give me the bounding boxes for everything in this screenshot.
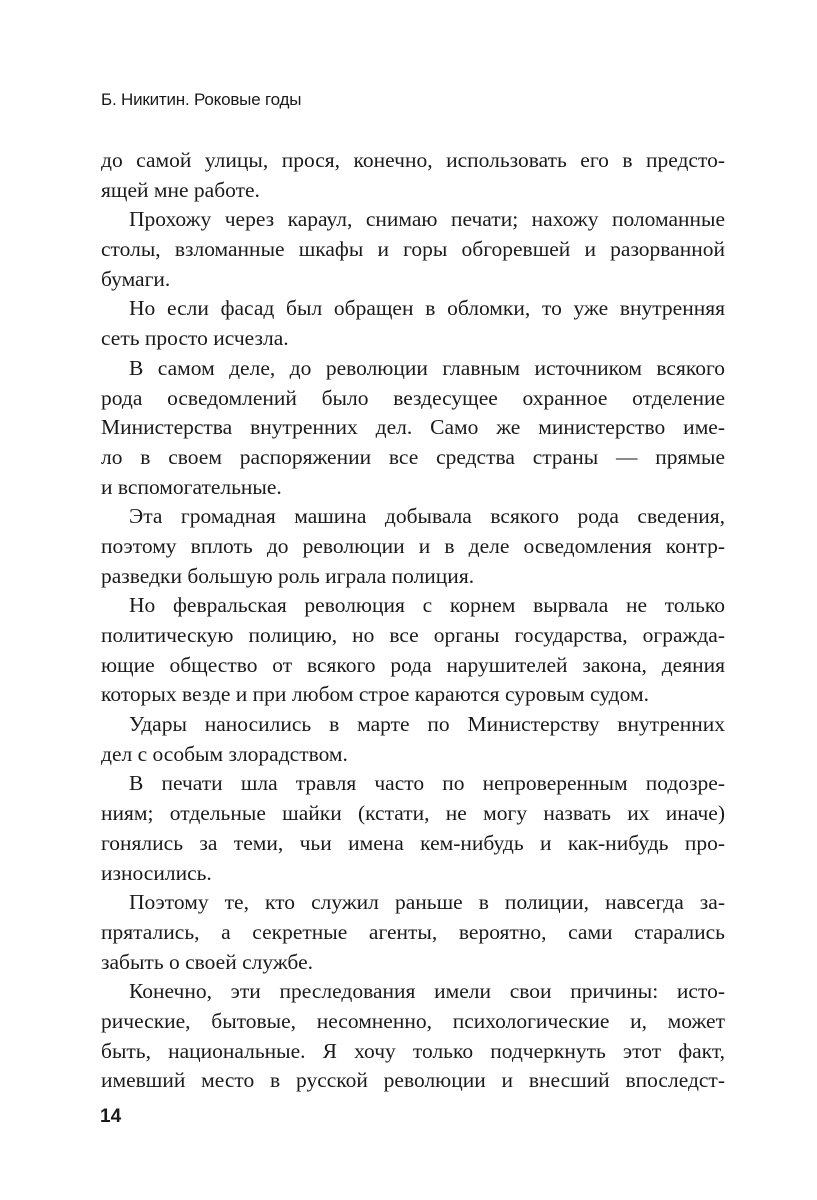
text-line: разведки большую роль играла полиция. <box>101 563 475 588</box>
text-line: Прохожу через караул, снимаю печати; нахожу поломанные <box>129 207 725 232</box>
text-line: прятались, а секретные агенты, вероятно, сами старались <box>101 919 725 944</box>
text-body <box>101 146 725 1096</box>
text-line: Удары наносились в марте по Министерству внутренних <box>129 712 725 737</box>
text-line: В печати шла травля часто по непроверенным подозре- <box>129 771 725 796</box>
paragraph <box>101 354 725 502</box>
text-line: которых везде и при любом строе караются суровым судом. <box>101 682 649 707</box>
text-line: ниям; отдельные шайки (кстати, не могу назвать их иначе) <box>101 801 725 826</box>
text-line: и вспомогательные. <box>101 474 282 499</box>
text-line: Но февральская революция с корнем вырвала не только <box>129 593 725 618</box>
text-line: ющие общество от всякого рода нарушителей закона, деяния <box>101 652 725 677</box>
text-line: столы, взломанные шкафы и горы обгоревшей и разорванной <box>101 237 725 262</box>
text-line: износились. <box>101 860 212 885</box>
text-line: имевший место в русской революции и внесший впоследст- <box>101 1068 725 1093</box>
paragraph <box>101 502 725 591</box>
text-line: рода осведомлений было вездесущее охранное отделение <box>101 385 725 410</box>
running-head: Б. Никитин. Роковые годы <box>101 90 302 109</box>
page-number: 14 <box>100 1106 122 1127</box>
text-line: забыть о своей службе. <box>101 949 313 974</box>
text-line: ящей мне работе. <box>101 177 260 202</box>
text-line: В самом деле, до революции главным источником всякого <box>129 355 725 380</box>
text-line: ло в своем распоряжении все средства страны — прямые <box>101 444 725 469</box>
text-line: гонялись за теми, чьи имена кем-нибудь и как-нибудь про- <box>101 830 725 855</box>
text-line: рические, бытовые, несомненно, психологические и, может <box>101 1008 725 1033</box>
paragraph <box>101 888 725 977</box>
paragraph <box>101 205 725 294</box>
paragraph <box>101 146 725 205</box>
text-line: Эта громадная машина добывала всякого рода сведения, <box>129 504 725 529</box>
text-line: Министерства внутренних дел. Само же министерство име- <box>101 415 725 440</box>
text-line: политическую полицию, но все органы государства, огражда- <box>101 623 725 647</box>
text-line: бумаги. <box>101 266 171 291</box>
paragraph <box>101 769 725 888</box>
paragraph <box>101 294 725 353</box>
text-line: Но если фасад был обращен в обломки, то уже внутренняя <box>129 296 725 321</box>
text-line: сеть просто исчезла. <box>101 326 289 351</box>
text-line: Конечно, эти преследования имели свои причины: исто- <box>129 979 725 1004</box>
paragraph <box>101 591 725 710</box>
text-line: Поэтому те, кто служил раньше в полиции, навсегда за- <box>129 890 725 915</box>
text-line: поэтому вплоть до революции и в деле осведомления контр- <box>101 533 725 558</box>
paragraph <box>101 710 725 769</box>
text-line: до самой улицы, прося, конечно, использовать его в предсто- <box>101 148 725 172</box>
paragraph <box>101 977 725 1096</box>
text-line: дел с особым злорадством. <box>101 741 348 766</box>
text-line: быть, национальные. Я хочу только подчеркнуть этот факт, <box>101 1038 725 1063</box>
